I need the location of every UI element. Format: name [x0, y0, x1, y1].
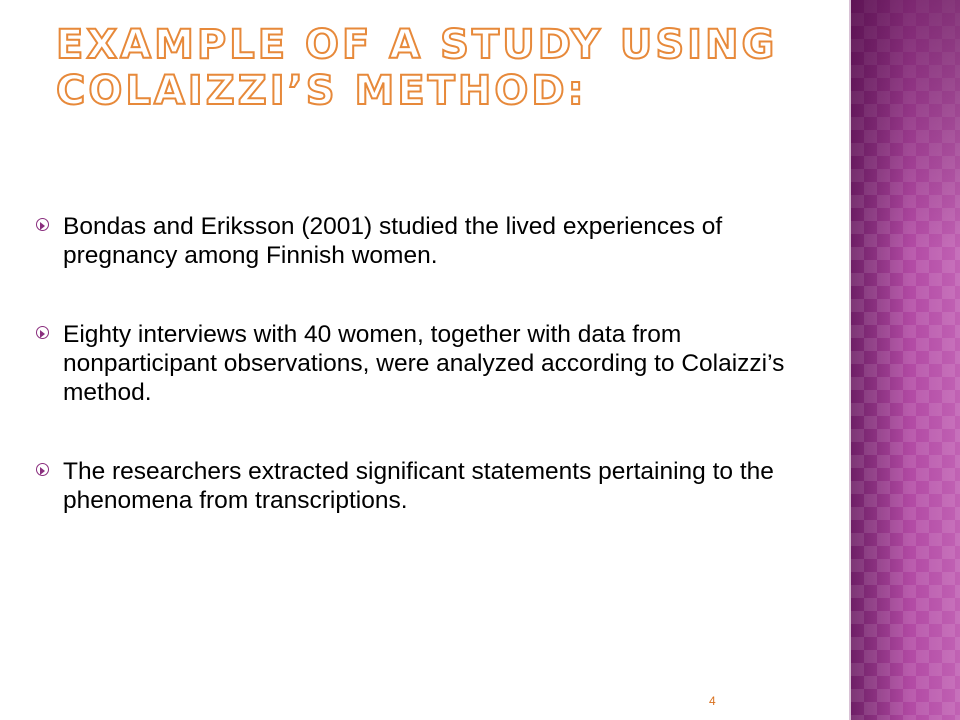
circled-arrow-bullet-icon: [36, 218, 49, 231]
circled-arrow-bullet-icon: [36, 326, 49, 339]
slide-title: [56, 22, 816, 114]
bullet-text: The researchers extracted significant statements pertaining to the phenomena from transcriptions.: [63, 458, 774, 514]
title-line-2: COLAIZZI’S METHOD:: [56, 68, 587, 114]
bullet-text: Bondas and Eriksson (2001) studied the lived experiences of pregnancy among Finnish women.: [63, 213, 723, 269]
page-number: 4: [709, 694, 716, 708]
decorative-side-band: [851, 0, 960, 720]
bullet-text: Eighty interviews with 40 women, together with data from nonparticipant observations, were analyzed according to Colaizzi’s method.: [63, 321, 785, 406]
bullet-list: [36, 212, 826, 565]
circled-arrow-bullet-icon: [36, 463, 49, 476]
bullet-item: [36, 212, 826, 270]
bullet-item: [36, 457, 826, 515]
title-line-1: EXAMPLE OF A STUDY USING: [56, 22, 778, 68]
bullet-item: [36, 320, 826, 407]
